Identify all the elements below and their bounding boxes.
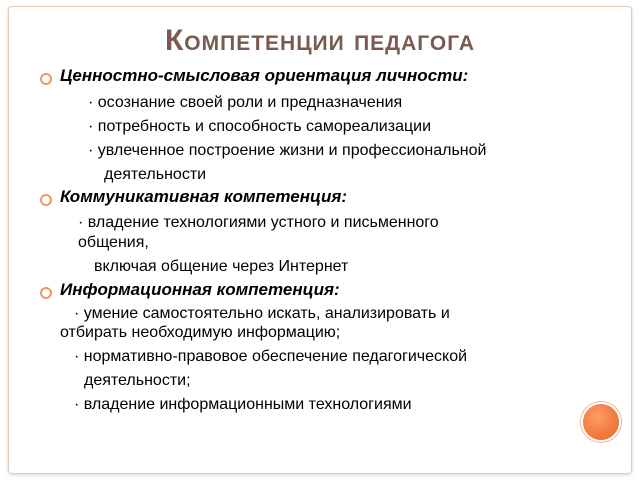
list-item: · нормативно-правовое обеспечение педагогической xyxy=(74,348,468,365)
list-item: деятельности xyxy=(104,166,207,183)
bullet-icon xyxy=(40,287,52,299)
section-heading-communication: Коммуникативная компетенция: xyxy=(60,187,348,206)
list-item: · потребность и способность самореализации xyxy=(88,118,432,135)
list-item: · владение информационными технологиями xyxy=(74,396,412,413)
list-item: включая общение через Интернет xyxy=(94,258,349,275)
list-item: отбирать необходимую информацию; xyxy=(60,324,341,341)
slide-title: Компетенции педагога xyxy=(164,24,476,57)
list-item: · увлеченное построение жизни и профессиональной xyxy=(88,142,487,159)
bullet-icon xyxy=(40,194,52,206)
section-heading-values: Ценностно-смысловая ориентация личности: xyxy=(60,66,469,85)
list-item: · умение самостоятельно искать, анализировать и xyxy=(74,305,450,322)
list-item: · осознание своей роли и предназначения xyxy=(88,94,403,111)
list-item: · владение технологиями устного и письменного xyxy=(78,214,439,231)
decorative-circle-icon xyxy=(581,402,621,442)
list-item: деятельности; xyxy=(84,372,191,389)
section-heading-information: Информационная компетенция: xyxy=(60,280,340,299)
bullet-icon xyxy=(40,73,52,85)
list-item: общения, xyxy=(78,234,149,251)
